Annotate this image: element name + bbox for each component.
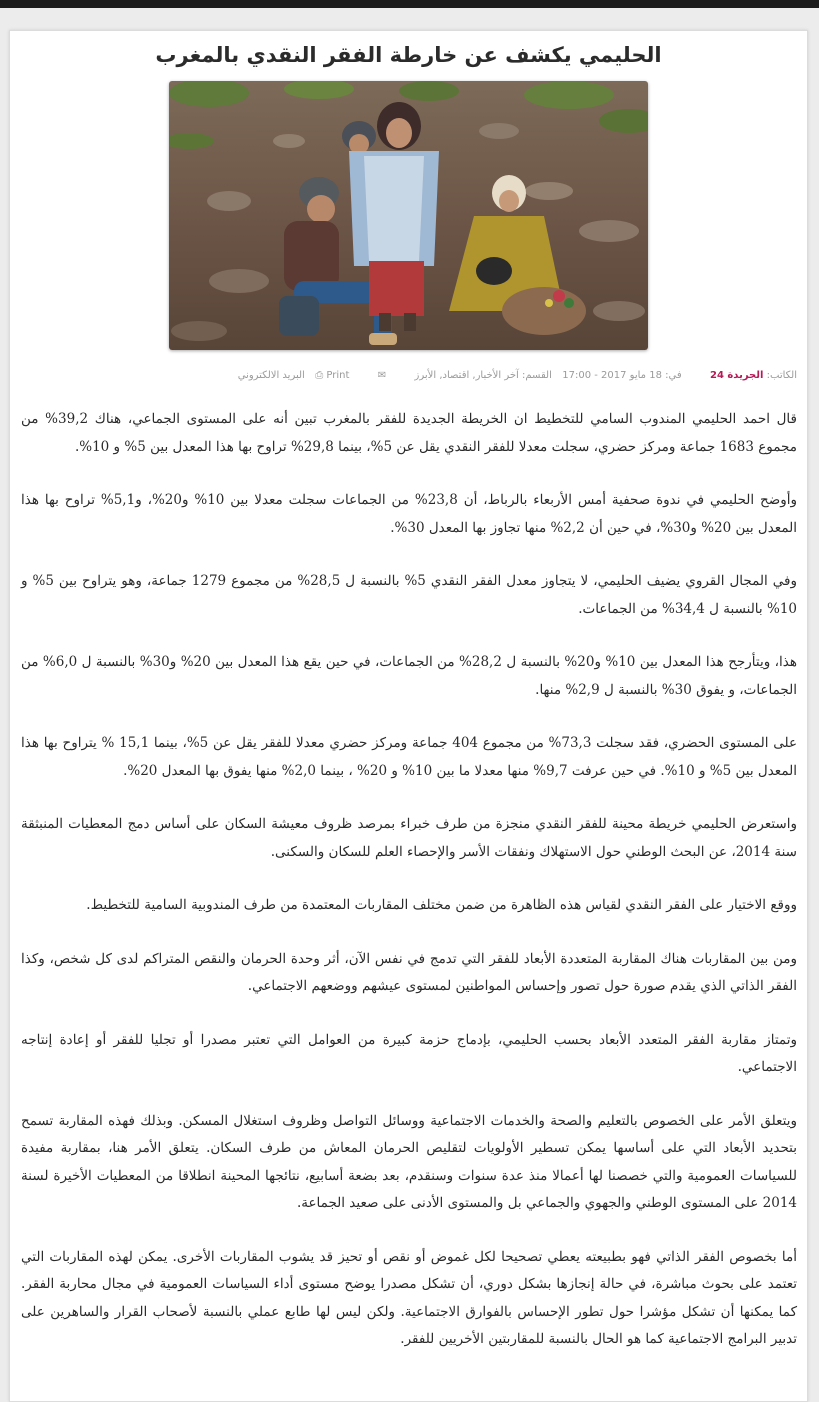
- date-label: في:: [665, 370, 682, 381]
- publish-date: 18 مايو 2017 - 17:00: [562, 370, 662, 381]
- author-link[interactable]: الجريدة 24: [709, 370, 764, 381]
- email-button[interactable]: [238, 370, 305, 381]
- paragraph: وأوضح الحليمي في ندوة صحفية أمس الأربعاء بالرباط، أن 23,8% من الجماعات سجلت معدلا بين 10% و20%، و5,1% تراوح بها هذا المعدل بين 20% و30%، في حين أن 2,2% منها تجاوز بها المعدل 30%.: [21, 492, 798, 536]
- paragraph: واستعرض الحليمي خريطة محينة للفقر النقدي منجزة من طرف خبراء بمرصد ظروف معيشة السكان على أساس دمج المعطيات المنبثقة سنة 2014، عن البحث الوطني حول الاستهلاك ونفقات الأسر والإحصاء العلم للسكان والسكنى.: [21, 816, 797, 860]
- printer-icon: ⎙: [315, 370, 324, 381]
- article-title: الحليمي يكشف عن خارطة الفقر النقدي بالمغرب: [155, 43, 662, 67]
- envelope-icon[interactable]: ✉: [377, 370, 387, 381]
- paragraph: ووقع الاختيار على الفقر النقدي لقياس هذه الظاهرة من ضمن مختلف المقاربات المعتمدة من طرف المندوبية السامية للتخطيط.: [86, 897, 797, 913]
- top-bar: [0, 0, 819, 8]
- article-meta: [20, 370, 797, 381]
- author-label: الكاتب:: [766, 370, 797, 381]
- paragraph: ويتعلق الأمر على الخصوص بالتعليم والصحة والخدمات الاجتماعية ووسائل التواصل وظروف استغلال المسكن. وبذلك فهذه المقاربة تسمح بتحديد الأبعاد التي على أساسها يمكن تسطير الأولويات لتقليص الحرمان المعاش من طرف السكان. يتعلق الأمر هنا، بمقاربة مفيدة للسياسات العمومية والتي خصصنا لها أعمالا منذ عدة سنوات وسنقدم، بعد بضعة أسابيع، نتائجها المحينة انطلاقا من المعطيات الأخيرة لسنة 2014 على المستوى الوطني والجهوي والجماعي بل والمستوى الأدنى على صعيد الجماعة.: [21, 1112, 797, 1211]
- paragraph: وتمتاز مقاربة الفقر المتعدد الأبعاد بحسب الحليمي، بإدماج حزمة كبيرة من العوامل التي تعتبر مصدرا أو تجليا للفقر أو إعادة إنتاجه الاجتماعي.: [21, 1031, 797, 1075]
- paragraph: على المستوى الحضري، فقد سجلت 73,3% من مجموع 404 جماعة ومركز حضري معدلا للفقر يقل عن 5%، بينما 15,1 % يتراوح بها هذا المعدل بين 5% و 10%. في حين عرفت 9,7% منها معدلا ما بين 10% و 20% ، بينما 2,0% منها يفوق بها المعدل 20%.: [21, 735, 798, 779]
- paragraph: قال احمد الحليمي المندوب السامي للتخطيط ان الخريطة الجديدة للفقر بالمغرب تبين أنه على المستوى الجماعي، هناك 39,2% من مجموع 1683 جماعة ومركز حضري، سجلت معدلا للفقر النقدي يقل عن 5%، بينما 29,8% تراوح بها هذا المعدل بين 5% و 10%.: [21, 411, 797, 455]
- print-label: Print: [326, 370, 350, 381]
- section-links[interactable]: آخر الأخبار, اقتصاد, الأبرز: [414, 370, 519, 381]
- article-photo: [169, 81, 648, 350]
- paragraph: ومن بين المقاربات هناك المقاربة المتعددة الأبعاد للفقر التي تدمج في نفس الآن، أثر وحدة الحرمان والنقص المتراكم لدى كل شخص، وكذا الفقر الذاتي الذي يقدم صورة حول تصور وإحساس المواطنين لمستوى عيشهم ووضعهم الاجتماعي.: [21, 950, 797, 994]
- paragraph: هذا، ويتأرجح هذا المعدل بين 10% و20% بالنسبة ل 28,2% من الجماعات، في حين يقع هذا المعدل بين 20% و30% بالنسبة ل 6,0% من الجماعات، و يفوق 30% بالنسبة ل 2,9% منها.: [21, 654, 797, 698]
- article-container: [9, 30, 808, 1402]
- print-button[interactable]: [312, 370, 349, 381]
- paragraph: وفي المجال القروي يضيف الحليمي، لا يتجاوز معدل الفقر النقدي 5% بالنسبة ل 28,5% من مجموع 1279 جماعة، وهو يتراوح بين 5% و 10% بالنسبة ل 34,4% من الجماعات.: [21, 573, 797, 617]
- email-label: البريد الالكتروني: [237, 370, 305, 381]
- article-body: [21, 406, 797, 1380]
- paragraph: أما بخصوص الفقر الذاتي فهو بطبيعته يعطي تصحيحا لكل غموض أو نقص أو تحيز قد يشوب المقاربات الأخرى. يمكن لهذه المقاربات التي تعتمد على بحوث مباشرة، في حالة إنجازها بشكل دوري، أن تشكل مصدرا يوضح مستوى أداء السياسات العمومية في مجال محاربة الفقر. كما يمكنها أن تشكل مؤشرا حول تطور الإحساس بالفوارق الاجتماعية. ولكن ليس لها طابع عملي بالنسبة لأصحاب القرار والساهرين على تدبير البرامج الاجتماعية كما هو الحال بالنسبة للمقاربتين الأخريين للفقر.: [21, 1248, 797, 1347]
- section-label: القسم:: [522, 370, 552, 381]
